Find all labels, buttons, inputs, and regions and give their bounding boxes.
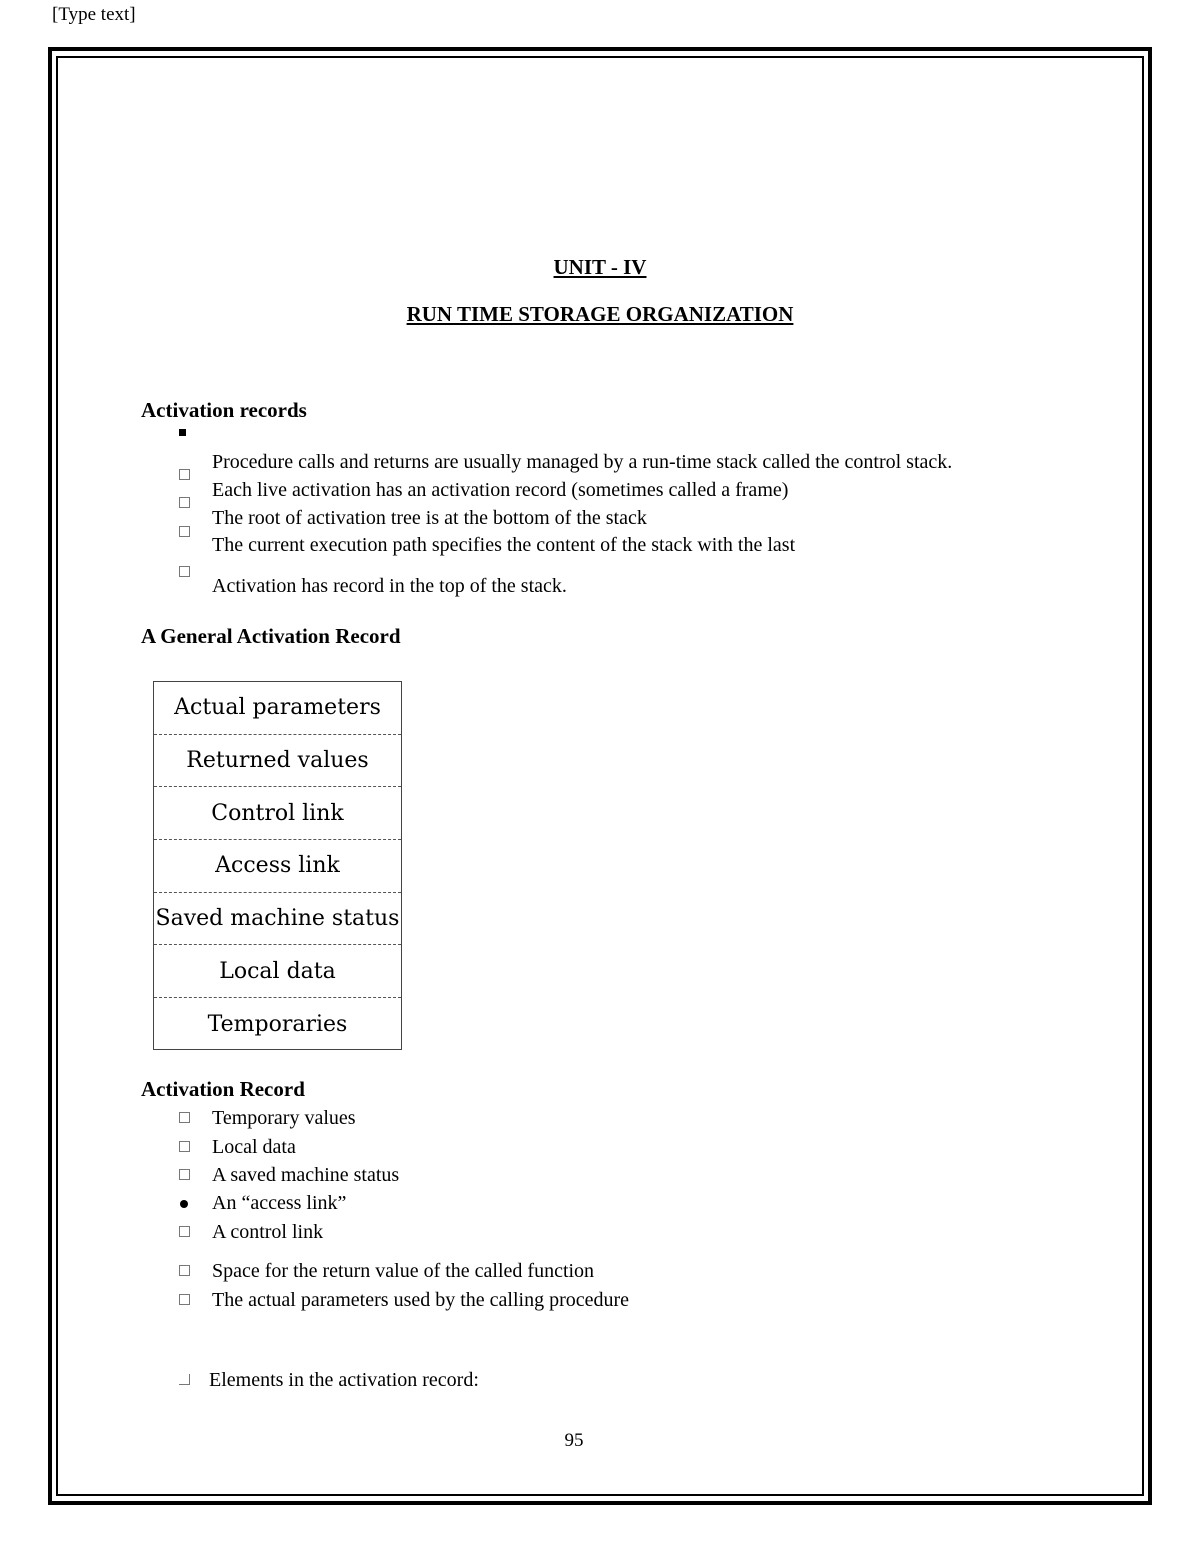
section-heading-activation-records: Activation records bbox=[141, 398, 307, 422]
record-field-returned-values: Returned values bbox=[154, 735, 401, 788]
checkbox-bullet-icon bbox=[179, 1226, 190, 1237]
section-heading-general-activation-record: A General Activation Record bbox=[141, 624, 401, 648]
record-field-local-data: Local data bbox=[154, 945, 401, 998]
record-field-saved-machine-status: Saved machine status bbox=[154, 893, 401, 946]
activation-record-diagram bbox=[153, 681, 402, 1050]
record-field-control-link: Control link bbox=[154, 787, 401, 840]
chapter-title: RUN TIME STORAGE ORGANIZATION bbox=[406, 302, 794, 326]
unit-title: UNIT - IV bbox=[553, 255, 647, 279]
checkbox-bullet-icon bbox=[179, 1112, 190, 1123]
checkbox-bullet-icon bbox=[179, 469, 190, 480]
corner-bullet-icon bbox=[179, 1374, 190, 1385]
list-item: A saved machine status bbox=[212, 1164, 400, 1186]
list-item: An “access link” bbox=[212, 1192, 347, 1214]
list-item: Temporary values bbox=[212, 1107, 356, 1129]
header-placeholder: [Type text] bbox=[52, 4, 136, 25]
record-field-actual-parameters: Actual parameters bbox=[154, 682, 401, 735]
record-field-access-link: Access link bbox=[154, 840, 401, 893]
checkbox-bullet-icon bbox=[179, 497, 190, 508]
checkbox-bullet-icon bbox=[179, 1294, 190, 1305]
page-number: 95 bbox=[564, 1430, 584, 1451]
list-item: Procedure calls and returns are usually managed by a run-time stack called the control stack. bbox=[212, 451, 953, 473]
checkbox-bullet-icon bbox=[179, 526, 190, 537]
section-heading-activation-record: Activation Record bbox=[141, 1077, 305, 1101]
checkbox-bullet-icon bbox=[179, 1265, 190, 1276]
checkbox-bullet-icon bbox=[179, 1169, 190, 1180]
list-item: Elements in the activation record: bbox=[209, 1369, 479, 1391]
list-item: Space for the return value of the called function bbox=[212, 1260, 595, 1282]
checkbox-bullet-icon bbox=[179, 1141, 190, 1152]
list-item: The current execution path specifies the content of the stack with the last bbox=[212, 534, 796, 556]
list-item: The root of activation tree is at the bottom of the stack bbox=[212, 507, 647, 529]
list-item: Each live activation has an activation record (sometimes called a frame) bbox=[212, 479, 789, 501]
list-item: Local data bbox=[212, 1136, 296, 1158]
list-item: Activation has record in the top of the stack. bbox=[212, 575, 567, 597]
list-item: The actual parameters used by the calling procedure bbox=[212, 1289, 630, 1311]
checkbox-bullet-icon bbox=[179, 566, 190, 577]
filled-square-bullet bbox=[179, 429, 186, 436]
record-field-temporaries: Temporaries bbox=[207, 1011, 348, 1037]
round-bullet-icon bbox=[180, 1200, 188, 1208]
list-item: A control link bbox=[212, 1221, 324, 1243]
